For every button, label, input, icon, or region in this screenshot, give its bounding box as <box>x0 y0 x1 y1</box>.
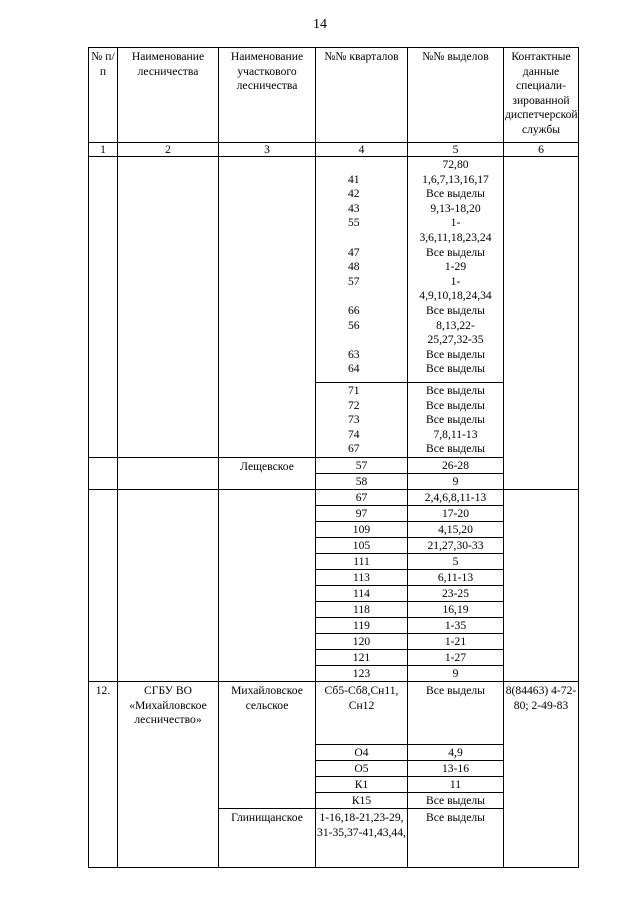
quarter-number: 58 <box>355 475 368 488</box>
quarter-list-cell <box>316 157 408 383</box>
quarter-number: 55 <box>348 216 360 230</box>
cell-empty <box>504 490 579 682</box>
plot-numbers: Все выделы <box>426 398 485 412</box>
plot-numbers: Все выделы <box>426 187 485 201</box>
col-number: 1 <box>89 143 118 157</box>
quarter-number: О4 <box>316 745 407 761</box>
row-number: 12. <box>89 682 118 868</box>
header-district: Наименование участкового лесничества <box>219 48 316 143</box>
quarter-number: 119 <box>316 618 407 634</box>
quarter-number: 111 <box>316 554 407 570</box>
plot-numbers: 26-28 <box>408 458 503 474</box>
quarter-number <box>348 231 406 246</box>
col-number: 4 <box>316 143 408 157</box>
column-number-row <box>89 143 579 157</box>
plot-numbers: 21,27,30-33 <box>408 538 503 554</box>
quarter-number: 67 <box>316 490 407 506</box>
plot-numbers: 9 <box>452 475 459 488</box>
cell-empty <box>89 458 118 490</box>
plot-numbers: Все выделы <box>426 442 485 456</box>
quarter-number <box>348 333 406 348</box>
plot-numbers: 3,6,11,18,23,24 <box>419 230 492 244</box>
col-number: 3 <box>219 143 316 157</box>
plot-numbers: 1- <box>450 216 461 230</box>
quarter-number: 48 <box>348 260 360 274</box>
quarter-list-cell <box>316 490 408 682</box>
quarter-number: 114 <box>316 586 407 602</box>
cell-empty <box>118 458 219 490</box>
quarter-number: 109 <box>316 522 407 538</box>
plot-numbers: 9 <box>452 667 459 680</box>
plot-numbers: Все выделы <box>426 362 485 376</box>
quarter-number <box>348 158 406 173</box>
table-row-12 <box>89 682 579 809</box>
plot-numbers: 1-21 <box>408 634 503 650</box>
quarter-first: Сб5-Сб8,Сн11, Сн12 <box>316 682 407 745</box>
plot-numbers: 16,19 <box>408 602 503 618</box>
plot-numbers: 11 <box>408 777 503 793</box>
cell-empty <box>89 157 118 458</box>
plot-numbers: 1,6,7,13,16,17 <box>422 172 489 186</box>
plot-numbers: 17-20 <box>408 506 503 522</box>
quarter-number: 120 <box>316 634 407 650</box>
quarter-number: 56 <box>348 318 360 332</box>
header-forestry: Наименование лесничества <box>118 48 219 143</box>
plot-numbers: Все выделы <box>426 384 485 397</box>
quarter-list-cell <box>316 383 408 458</box>
forestry-name: СГБУ ВО «Михайловское лесничество» <box>118 682 219 868</box>
quarter-number: 105 <box>316 538 407 554</box>
quarter-number: О5 <box>316 761 407 777</box>
header-contacts: Контактные данные специали-зированной диспетчерской службы <box>504 48 579 143</box>
col-number: 2 <box>118 143 219 157</box>
plot-numbers: Все выделы <box>426 303 485 317</box>
quarter-number: К15 <box>351 794 372 807</box>
plot-numbers: 4,9 <box>408 745 503 761</box>
plot-numbers: 72,80 <box>442 158 469 171</box>
plot-numbers: 6,11-13 <box>408 570 503 586</box>
cell-empty <box>118 157 219 458</box>
contact-cell: 8(84463) 4-72-80; 2-49-83 <box>504 682 579 868</box>
quarter-number: 57 <box>348 274 360 288</box>
plot-numbers: Все выделы <box>426 347 485 361</box>
plot-numbers: 25,27,32-35 <box>427 333 484 347</box>
plot-numbers: 1-35 <box>408 618 503 634</box>
cell-empty <box>504 157 579 490</box>
quarter-list-cell <box>316 458 408 490</box>
plot-numbers: Все выделы <box>426 794 485 807</box>
header-row <box>89 48 579 143</box>
plot-numbers: 23-25 <box>408 586 503 602</box>
plot-numbers: 13-16 <box>408 761 503 777</box>
quarter-number: 41 <box>348 172 360 186</box>
header-quarters: №№ кварталов <box>316 48 408 143</box>
cell-empty <box>118 490 219 682</box>
table-row <box>89 157 579 383</box>
plot-list-cell <box>408 157 504 383</box>
quarter-number: 121 <box>316 650 407 666</box>
quarter-number: 71 <box>348 384 360 397</box>
quarter-number: 43 <box>348 201 360 215</box>
col-number: 6 <box>504 143 579 157</box>
plot-numbers: Все выделы <box>426 245 485 259</box>
quarter-number <box>348 289 406 304</box>
quarter-number: 74 <box>348 427 360 441</box>
plot-numbers: 7,8,11-13 <box>433 427 478 441</box>
quarter-number: 67 <box>348 442 360 456</box>
quarter-number: 123 <box>352 667 371 680</box>
plot-numbers: 4,15,20 <box>408 522 503 538</box>
quarter-number: 118 <box>316 602 407 618</box>
quarter-number: 73 <box>348 413 360 427</box>
quarter-number: 63 <box>348 347 360 361</box>
cell-empty <box>219 490 316 682</box>
plot-numbers: 4,9,10,18,24,34 <box>419 289 492 303</box>
plot-list-cell <box>408 682 504 809</box>
quarter-list-cell: 1-16,18-21,23-29, 31-35,37-41,43,44, <box>316 809 408 868</box>
plot-numbers: 2,4,6,8,11-13 <box>408 490 503 506</box>
forestry-table <box>88 47 579 868</box>
quarter-number: 64 <box>348 362 360 376</box>
plot-numbers: 8,13,22- <box>436 318 475 332</box>
quarter-number: 72 <box>348 398 360 412</box>
plot-numbers: 5 <box>408 554 503 570</box>
header-num: № п/п <box>89 48 118 143</box>
table-row <box>89 490 579 682</box>
quarter-number: 113 <box>316 570 407 586</box>
plot-numbers: 1- <box>450 274 461 288</box>
quarter-number: 47 <box>348 245 360 259</box>
quarter-number: 97 <box>316 506 407 522</box>
cell-empty <box>219 157 316 458</box>
col-number: 5 <box>408 143 504 157</box>
quarter-number: 42 <box>348 187 360 201</box>
plot-numbers: 9,13-18,20 <box>430 201 481 215</box>
plot-list-cell <box>408 458 504 490</box>
plot-first: Все выделы <box>408 682 503 745</box>
plot-numbers: Все выделы <box>426 413 485 427</box>
plot-list-cell <box>408 383 504 458</box>
cell-empty <box>89 490 118 682</box>
header-plots: №№ выделов <box>408 48 504 143</box>
district-name: Михайловское сельское <box>219 682 316 809</box>
plot-numbers: 1-29 <box>444 260 467 274</box>
district-name: Глинищанское <box>219 809 316 868</box>
quarter-number: К1 <box>316 777 407 793</box>
plot-list-cell <box>408 490 504 682</box>
quarter-number: 66 <box>348 303 360 317</box>
quarter-list-cell <box>316 682 408 809</box>
plot-list-cell: Все выделы <box>408 809 504 868</box>
page-number: 14 <box>313 17 327 32</box>
quarter-number: 57 <box>316 458 407 474</box>
plot-numbers: 1-27 <box>408 650 503 666</box>
district-name: Лещевское <box>219 458 316 490</box>
